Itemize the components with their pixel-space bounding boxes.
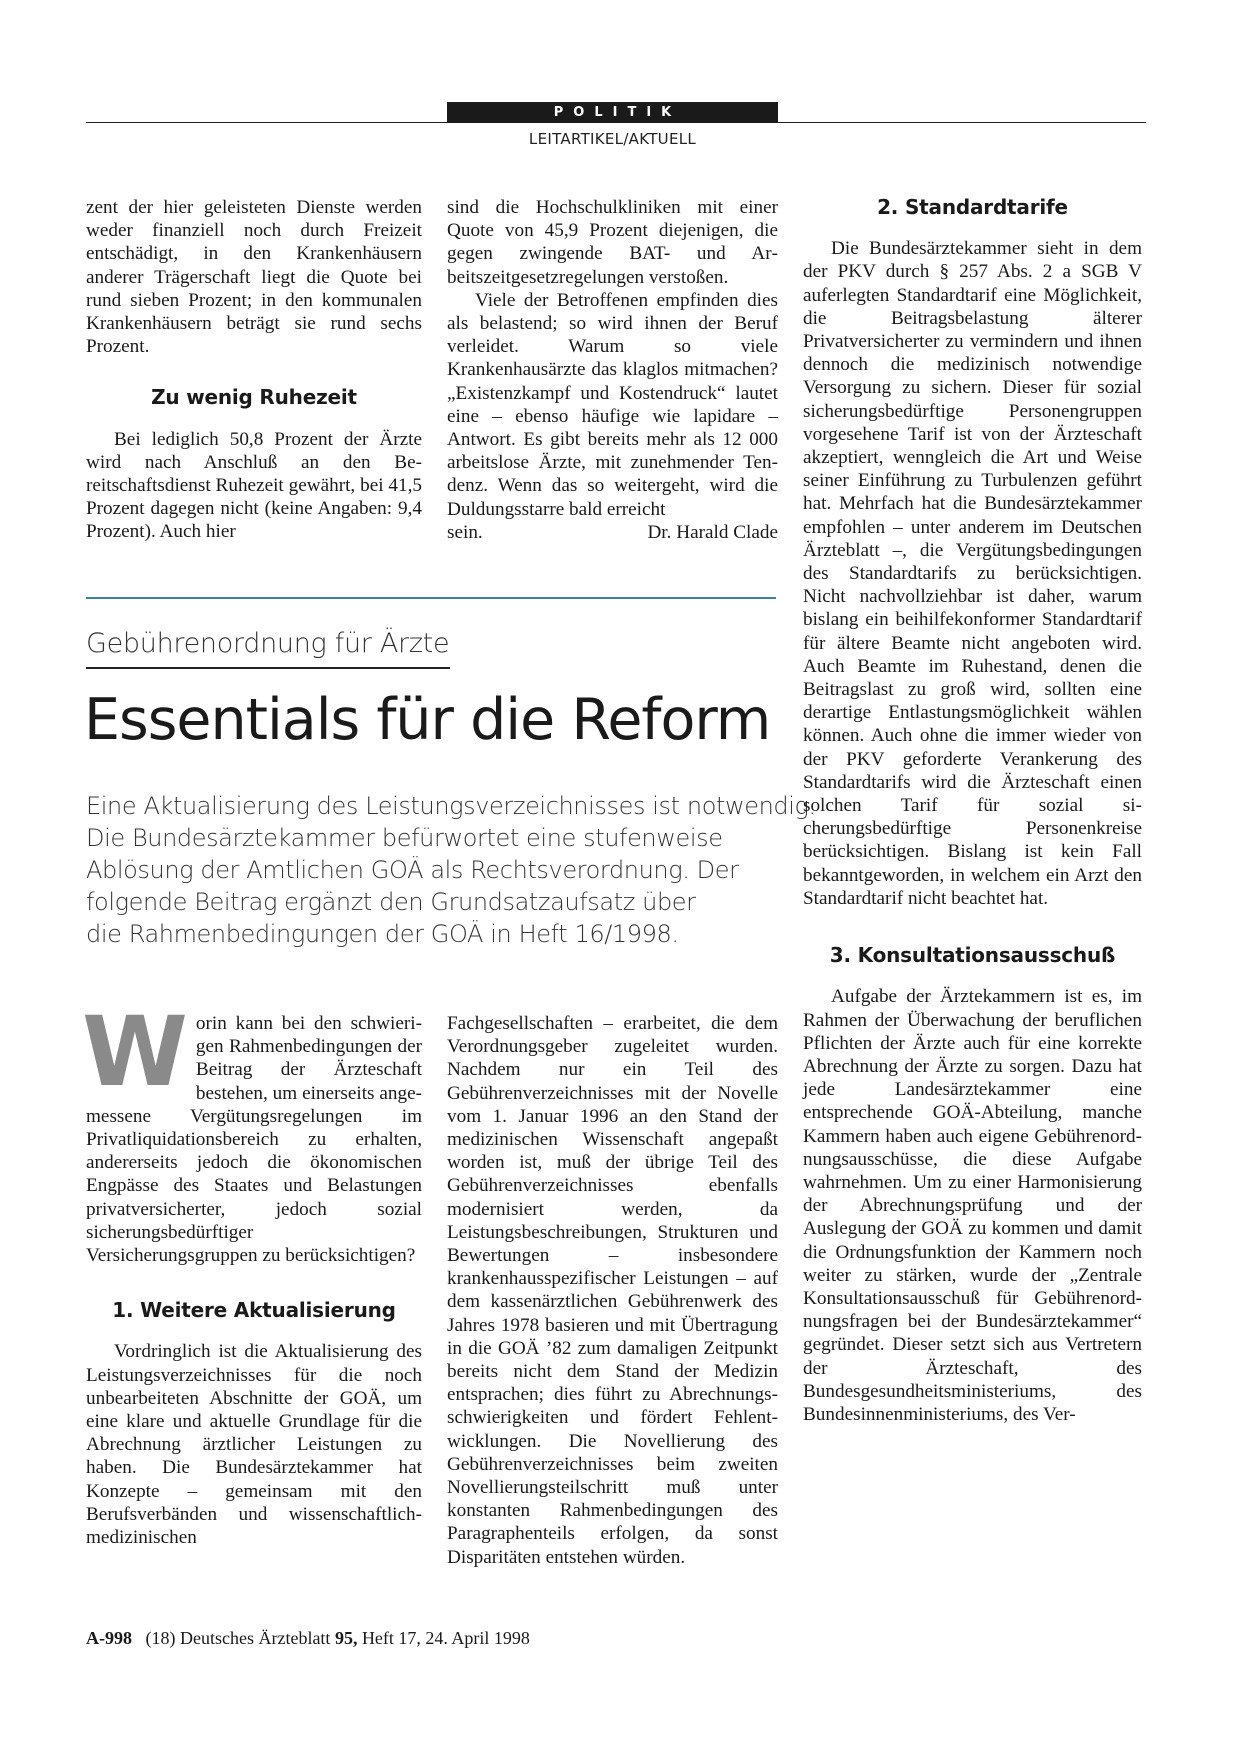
col1-top-paragraph: zent der hier geleisteten Dienste werden weder finanziell noch durch Freizeit entschädigt, in den Krankenhäusern anderer Trägerschaft liegt die Quote bei rund sieben Prozent; in den kommunalen Krankenhäusern beträgt sie rund sechs Prozent.: [86, 197, 422, 358]
kicker-underline: [86, 667, 450, 669]
col2-top-paragraph-2: Viele der Betroffenen empfinden dies als belastend; so wird ihnen der Beruf verleidet. Warum so viele Krankenhausärzte das klaglos mitmachen? „Existenzkampf und Kostendruck“ lautet eine – ebenso häufige wie lapidare – Antwort. Es gibt bereits mehr als 12 000 arbeitslose Ärzte, mit zunehmender Tendenz. Wenn das so weitergeht, wird die Duldungsstarre bald erreicht: [447, 289, 778, 520]
article-headline: Essentials für die Reform: [84, 687, 771, 753]
deck-line: folgende Beitrag ergänzt den Grundsatzaufsatz über: [86, 888, 696, 916]
col2-top-paragraph: sind die Hochschulkliniken mit einer Quote von 45,9 Prozent diejenigen, die gegen zwingende BAT- und Arbeitszeitgesetzregelungen verstoßen.: [447, 197, 778, 288]
col1-article: [82, 996, 422, 1549]
subhead-aktualisierung: 1. Weitere Aktualisierung: [112, 1298, 396, 1323]
konsultation-paragraph: Aufgabe der Ärztekammern ist es, im Rahmen der Überwachung der beruflichen Pflichten der Ärzte auch für eine korrekte Abrechnung der Ärzte zu sorgen. Dazu hat jede Landesärztekammer eine entsprechende GOÄ-Abteilung, manche Kammern haben auch eigene Gebührenordnungsausschüsse, die diese Aufgabe wahrnehmen. Um zu einer Harmonisierung der Abrechnungsprüfung und der Auslegung der GOÄ zu kommen und damit die Ordnungsfunktion der Kammern noch weiter zu stärken, wurde der „Zentrale Konsultationsausschuß für Gebührenordnungsfragen bei der Bundesärztekammer“ gegründet. Dieser setzt sich aus Vertretern der Ärzteschaft, des Bundesgesundheitsministeriums, des Bundesinnenministeriums, des Ver-: [803, 986, 1142, 1425]
subhead-konsultationsausschuss: 3. Konsultationsausschuß: [829, 943, 1116, 968]
subhead-standardtarife: 2. Standardtarife: [877, 195, 1068, 219]
deck-line: Die Bundesärztekammer befürwortet eine stufenweise: [86, 824, 723, 852]
footer-issue-prefix: (18) Deutsches Ärzteblatt: [145, 1628, 335, 1648]
author-signature: Dr. Harald Clade: [647, 521, 778, 543]
col3: [803, 196, 1142, 1426]
page-number: A-998: [86, 1628, 132, 1648]
article-divider: [86, 597, 776, 599]
col2-last-word: sein.: [447, 521, 483, 543]
col2-article-paragraph: Fachgesellschaften – erarbeitet, die dem Verordnungsgeber zugeleitet wurden. Nachdem nur ein Teil des Gebührenverzeichnisses mit der Novelle vom 1. Januar 1996 an den Stand der medizinischen Wissenschaft angepaßt worden ist, muß der übrige Teil des Gebührenverzeichnisses ebenfalls modernisiert werden, da Leistungsbeschreibungen, Strukturen und Bewertungen – insbesondere krankenhausspezifischer Leistungen – auf dem kassenärztlichen Gebührenwerk des Jahres 1978 basieren und mit Übertragung in die GOÄ ’82 zum damaligen Zeitpunkt bereits nicht dem Stand der Medizin entsprachen; dies führt zu Abrechnungsschwierigkeiten und fördert Fehlentwicklungen. Die Novellierung des Gebührenverzeichnisses beim zweiten Novellierungsteilschritt muß unter konstanten Rahmenbedingungen des Paragraphenteils erfolgen, da sonst Disparitäten entstehen würden.: [447, 1013, 778, 1568]
col2-article: [447, 1012, 778, 1569]
subhead-ruhezeit: Zu wenig Ruhezeit: [151, 385, 357, 410]
footer-issue-suffix: Heft 17, 24. April 1998: [357, 1628, 530, 1648]
standardtarife-paragraph: Die Bundesärztekammer sieht in dem der PKV durch § 257 Abs. 2 a SGB V auferlegten Standardtarif eine Möglichkeit, die Beitragsbelastung älterer Privatversicherter zu vermindern und ihnen dennoch die medizinisch notwendige Versorgung zu sichern. Dieser für sozial sicherungsbedürftige Personengruppen vorgesehene Tarif ist von der Ärzteschaft akzeptiert, wenngleich die Art und Weise seiner Einführung zu Turbulenzen geführt hat. Mehrfach hat die Bundesärztekammer empfohlen – unter anderem im Deutschen Ärzteblatt –, die Vergütungsbedingungen des Standardtarifs zu berücksichtigen. Nicht nachvollziehbar ist daher, warum bislang ein beihilfekonformer Standardtarif für ältere Beamte nicht angeboten wird. Auch Beamte im Ruhestand, denen die Beitragslast zu groß wird, sollten eine derartige Entlastungsmöglichkeit wählen können. Auch ohne die immer wieder von der PKV geforderte Verankerung des Standardtarifs wird die Ärzteschaft einen solchen Tarif für sozial sicherungsbedürftige Personenkreise berücksichtigen. Bislang ist kein Fall bekanntgeworden, in welchem ein Arzt den Standardtarif nicht beachtet hat.: [803, 238, 1142, 909]
col1-ruhezeit-paragraph: Bei lediglich 50,8 Prozent der Ärzte wird nach Anschluß an den Bereitschaftsdienst Ruhezeit gewährt, bei 41,5 Prozent dagegen nicht (keine Angaben: 9,4 Prozent). Auch hier: [86, 428, 422, 543]
col2-signature-line: [447, 521, 778, 544]
article-kicker: Gebührenordnung für Ärzte: [86, 628, 450, 659]
section-label: POLITIK: [447, 102, 778, 123]
article-deck: [86, 790, 816, 950]
footer-volume: 95,: [334, 1628, 358, 1648]
intro-text: orin kann bei den schwierigen Rahmenbedingungen der Beitrag der Ärzteschaft bestehen, um einerseits angemessene Vergütungsregelungen im Privatliquidationsbereich zu erhalten, andererseits jedoch die ökonomischen Engpässe des Staates und Belastungen privatversicherter, jedoch sozial sicherungsbedürftiger Versicherungsgruppen zu berücksichtigen?: [86, 1013, 422, 1267]
deck-line: die Rahmenbedingungen der GOÄ in Heft 16/1998.: [86, 920, 679, 948]
deck-line: Ablösung der Amtlichen GOÄ als Rechtsverordnung. Der: [86, 856, 739, 884]
intro-paragraph: [82, 996, 422, 1267]
drop-cap: W: [82, 996, 188, 1108]
page-footer: [86, 1628, 530, 1649]
deck-line: Eine Aktualisierung des Leistungsverzeichnisses ist notwendig.: [86, 792, 816, 820]
aktualisierung-paragraph: Vordringlich ist die Aktualisierung des Leistungsverzeichnisses für die noch unbearbeiteten Abschnitte der GOÄ, um eine klare und aktuelle Grundlage für die Abrechnung ärztlicher Leistungen zu haben. Die Bundesärztekammer hat Konzepte – gemeinsam mit den Berufsverbänden und wissenschaftlich-medizinischen: [86, 1341, 422, 1549]
col2-top: [447, 196, 778, 544]
col1-top: [86, 196, 422, 544]
subsection-label: LEITARTIKEL/AKTUELL: [528, 130, 697, 148]
